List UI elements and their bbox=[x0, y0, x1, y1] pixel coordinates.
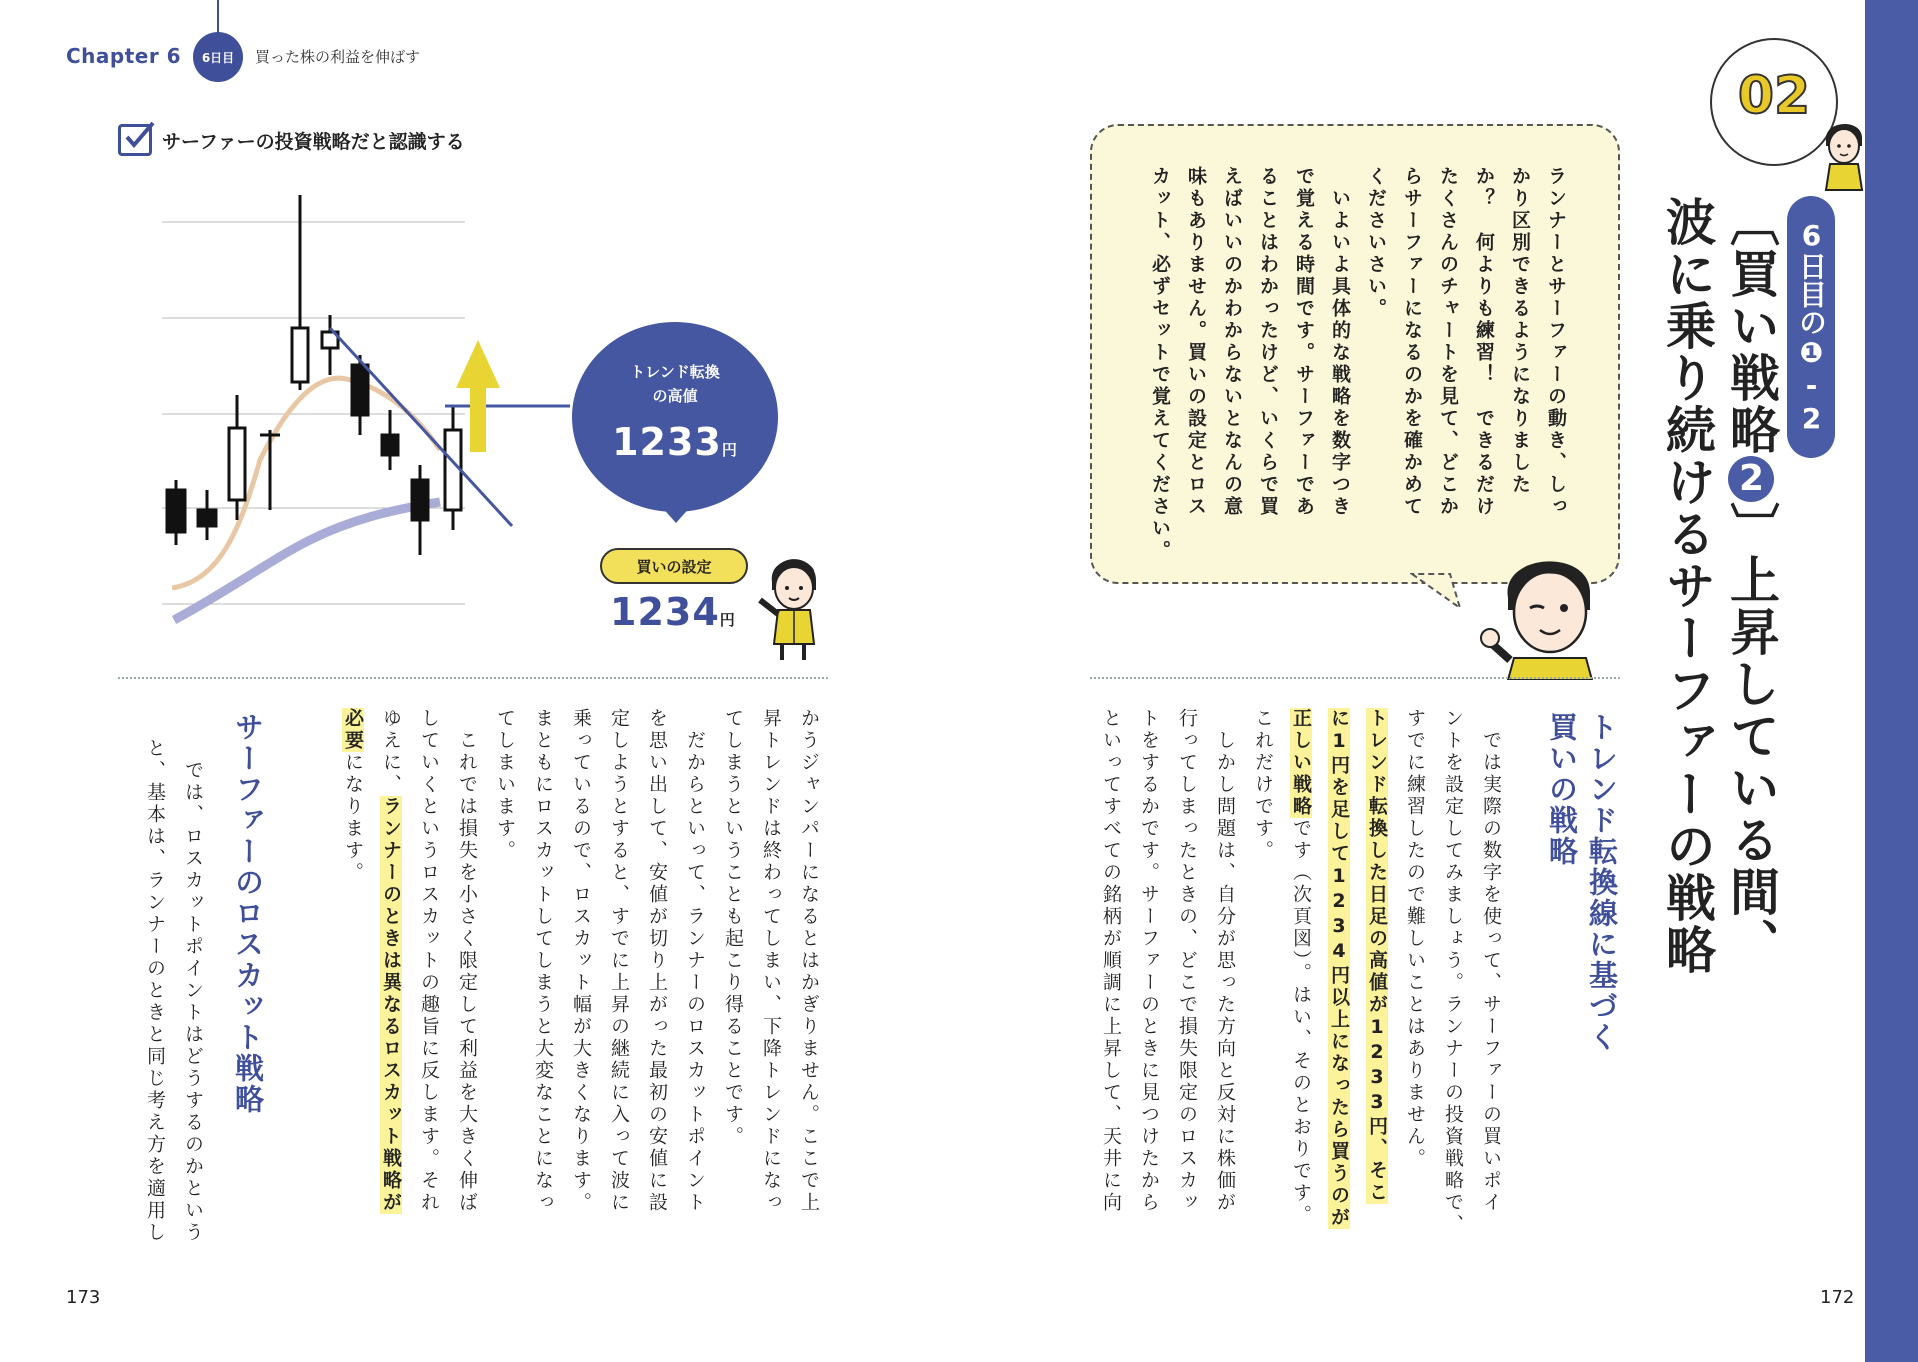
chapter-title: 買った株の利益を伸ばす bbox=[255, 48, 421, 66]
bubble-line: ることはわかったけど、いくらで買 bbox=[1257, 166, 1279, 518]
section-heading: 買いの戦略 bbox=[1545, 712, 1579, 867]
body-line: では、ロスカットポイントはどうするのかという bbox=[182, 738, 204, 1244]
bubble-tail bbox=[1410, 572, 1470, 612]
body-line: てしまいます。 bbox=[494, 708, 516, 862]
trend-high-callout bbox=[572, 322, 778, 512]
body-text bbox=[1090, 708, 1510, 1278]
body-line: 行ってしまったときの、どこで損失限定のロスカッ bbox=[1176, 708, 1198, 1214]
body-line: すでに練習したので難しいことはありません。 bbox=[1404, 708, 1426, 1170]
section-divider bbox=[118, 677, 828, 679]
body-text bbox=[334, 708, 828, 1278]
body-line bbox=[342, 708, 364, 884]
callout-unit: 円 bbox=[721, 441, 738, 459]
short-moving-average-line bbox=[172, 378, 440, 588]
page-title-line1 bbox=[1720, 196, 1782, 1036]
candle-bullish bbox=[292, 328, 308, 382]
page-number: 173 bbox=[66, 1287, 101, 1308]
highlight-text: トレンド転換した日足の高値が1233円、そこ bbox=[1366, 708, 1388, 1204]
body-line: 乗っているので、ロスカット幅が大きくなります。 bbox=[570, 708, 592, 1214]
mascot-winking-illustration bbox=[1480, 548, 1610, 680]
body-fragment: になります。 bbox=[342, 752, 364, 884]
bubble-line: ランナーとサーファーの動き、しっ bbox=[1545, 166, 1567, 518]
candlestick-chart bbox=[150, 190, 570, 640]
check-heading: サーファーの投資戦略だと認識する bbox=[162, 131, 465, 153]
checkbox-icon bbox=[118, 124, 152, 156]
mascot-pointing-illustration bbox=[758, 548, 828, 664]
body-line: トをするかです。サーファーのときに見つけたから bbox=[1138, 708, 1160, 1214]
bubble-line: くださいさい。 bbox=[1365, 166, 1387, 320]
body-line: しかし問題は、自分が思った方向と反対に株価が bbox=[1214, 708, 1236, 1214]
callout-value: 1233 bbox=[612, 420, 722, 464]
section-number: 02 bbox=[1737, 66, 1811, 126]
body-line: 定しようとすると、すでに上昇の継続に入って波に bbox=[608, 708, 630, 1214]
section-divider bbox=[1090, 677, 1620, 679]
body-line: 昇トレンドは終わってしまい、下降トレンドになっ bbox=[760, 708, 782, 1214]
body-fragment: です（次頁図）。はい、そのとおりです。 bbox=[1290, 818, 1312, 1227]
candle-bearish bbox=[382, 435, 398, 455]
body-fragment: ゆえに、 bbox=[380, 708, 402, 796]
highlight-text: ランナーのときは異なるロスカット戦略が bbox=[380, 796, 402, 1214]
mascot-small-illustration bbox=[1818, 118, 1870, 194]
page-title-line2: 波に乗り続けるサーファーの戦略 bbox=[1658, 196, 1716, 976]
callout-label-line2: の高値 bbox=[652, 387, 698, 405]
bubble-line: らサーファーになるのかを確かめて bbox=[1401, 166, 1423, 518]
body-text bbox=[136, 738, 212, 1278]
page-number: 172 bbox=[1820, 1287, 1855, 1308]
bubble-line: 味もありません。買いの設定とロス bbox=[1185, 166, 1207, 518]
bubble-line: かり区別できるようになりました bbox=[1509, 166, 1531, 496]
bubble-text bbox=[1142, 166, 1574, 566]
candle-bearish bbox=[412, 480, 428, 520]
chapter-side-band bbox=[1865, 0, 1918, 1362]
highlight-text: 必要 bbox=[342, 708, 364, 752]
body-line: していくというロスカットの趣旨に反します。それ bbox=[418, 708, 440, 1214]
day-badge: 6日目 bbox=[193, 32, 243, 82]
up-arrow-icon bbox=[456, 340, 500, 452]
title-fragment: 〔買い戦略 bbox=[1722, 196, 1780, 456]
header-connector-line bbox=[217, 0, 219, 34]
body-line: では実際の数字を使って、サーファーの買いポイ bbox=[1480, 708, 1502, 1214]
body-line: だからといって、ランナーのロスカットポイント bbox=[684, 708, 706, 1214]
speech-bubble bbox=[1090, 124, 1620, 584]
section-heading: サーファーのロスカット戦略 bbox=[231, 712, 265, 1115]
body-line bbox=[1290, 708, 1312, 1227]
highlight-text: に1円を足して1234円以上になったら買うのが bbox=[1328, 708, 1350, 1229]
body-line: まともにロスカットしてしまうと大変なことになっ bbox=[532, 708, 554, 1214]
candle-bearish bbox=[352, 365, 368, 415]
bubble-line: か？ 何よりも練習！ できるだけ bbox=[1473, 166, 1495, 518]
section-heading: トレンド転換線に基づく bbox=[1585, 712, 1619, 1053]
body-line: と、基本は、ランナーのときと同じ考え方を適用し bbox=[144, 738, 166, 1244]
body-line bbox=[380, 708, 402, 1214]
callout-tail bbox=[660, 505, 692, 523]
body-line: かうジャンパーになるとはかぎりません。ここで上 bbox=[798, 708, 820, 1214]
day-pill: 6日目の❶-2 bbox=[1787, 196, 1835, 458]
candle-bearish bbox=[167, 490, 185, 532]
body-line: を思い出して、安値が切り上がった最初の安値に設 bbox=[646, 708, 668, 1214]
body-line: ントを設定してみましょう。ランナーの投資戦略で、 bbox=[1442, 708, 1464, 1236]
bubble-line: いよいよ具体的な戦略を数字つき bbox=[1329, 166, 1351, 518]
buy-setting-value: 1234 bbox=[610, 590, 720, 634]
body-line: てしまうということも起こり得ることです。 bbox=[722, 708, 744, 1148]
buy-setting-pill: 買いの設定 bbox=[600, 548, 748, 584]
body-line: これだけです。 bbox=[1252, 708, 1274, 862]
bubble-line: たくさんのチャートを見て、どこか bbox=[1437, 166, 1459, 518]
callout-label-line1: トレンド転換 bbox=[630, 363, 720, 381]
highlight-text: 正しい戦略 bbox=[1290, 708, 1312, 818]
strategy-number-icon: 2 bbox=[1728, 456, 1774, 502]
candle-bearish bbox=[198, 510, 216, 526]
candle-bullish bbox=[229, 428, 245, 500]
buy-setting-unit: 円 bbox=[719, 611, 736, 629]
body-line: これでは損失を小さく限定して利益を大きく伸ば bbox=[456, 708, 478, 1214]
title-fragment: 〕上昇している間、 bbox=[1722, 502, 1780, 970]
bubble-line: カット、必ずセットで覚えてください。 bbox=[1149, 166, 1171, 562]
chapter-label: Chapter 6 bbox=[66, 44, 182, 68]
bubble-line: で覚える時間です。サーファーであ bbox=[1293, 166, 1315, 518]
checkmark-icon bbox=[119, 119, 159, 153]
body-line: といってすべての銘柄が順調に上昇して、天井に向 bbox=[1100, 708, 1122, 1214]
bubble-line: えばいいのかわからないとなんの意 bbox=[1221, 166, 1243, 518]
